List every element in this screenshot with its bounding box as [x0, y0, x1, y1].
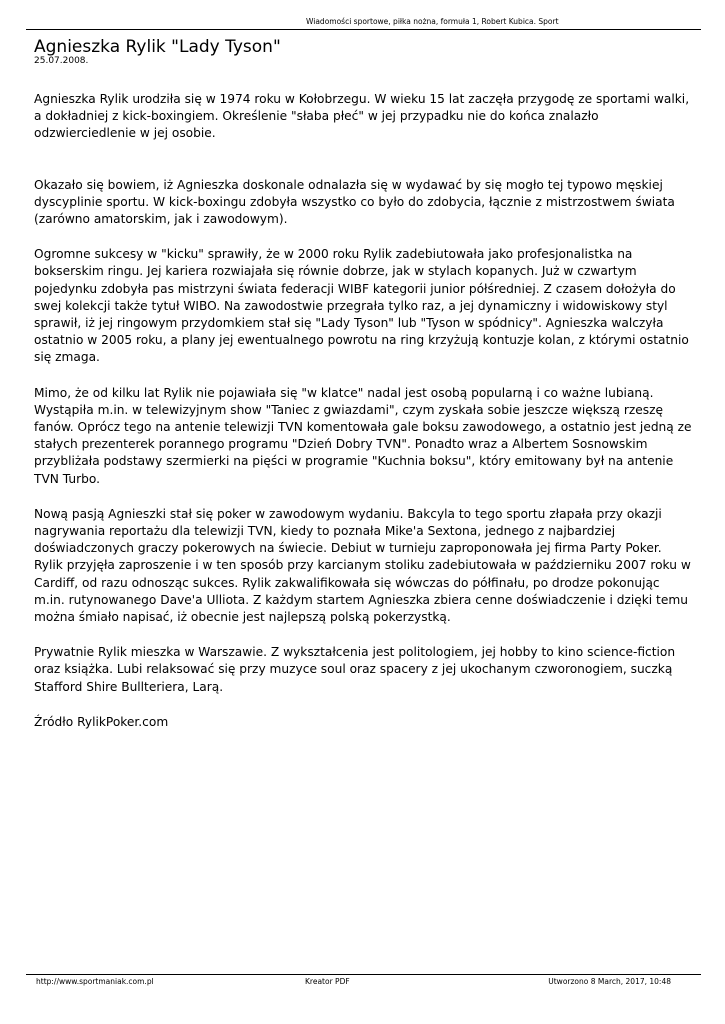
article-paragraph: Okazało się bowiem, iż Agnieszka doskonale odnalazła się w wydawać by się mogło tej typowo męskiej dyscyplinie sportu. W kick-boxingu zdobyła wszystko co było do zdobycia, łącznie z mistrzostwem świata (zarówno amatorskim, jak i zawodowym). — [34, 177, 675, 227]
article-date: 25.07.2008. — [34, 56, 89, 66]
footer-generator: Kreator PDF — [305, 977, 350, 986]
header-divider — [26, 29, 701, 30]
article-title: Agnieszka Rylik "Lady Tyson" — [34, 37, 281, 57]
article-paragraph: Ogromne sukcesy w "kicku" sprawiły, że w 2000 roku Rylik zadebiutowała jako profesjonalistka na bokserskim ringu. Jej kariera rozwiajała się równie dobrze, jak w stylach kopanych. Już w czwartym pojedynku zdobyła pas mistrzyni świata federacji WIBF kategorii junior półśredniej. Z czasem dołożyła do swej kolekcji także tytuł WIBO. Na zawodostwie przegrała tylko raz, a jej dynamiczny i widowiskowy styl sprawił, iż jej ringowym przydomkiem stał się "Lady Tyson" lub "Tyson w spódnicy". Agnieszka walczyła ostatnio w 2005 roku, a plany jej ewentualnego powrotu na ring krzyżują kontuzje kolan, z którymi ostatnio się zmaga. — [34, 247, 689, 365]
article-paragraph: Mimo, że od kilku lat Rylik nie pojawiała się "w klatce" nadal jest osobą popularną i co ważne lubianą. Wystąpiła m.in. w telewizyjnym show "Taniec z gwiazdami", czym zyskała sobie jeszcze większą rzeszę fanów. Oprócz tego na antenie telewizji TVN komentowała gale boksu zawodowego, a ostatnio jest jedną ze stałych prezenterek porannego programu "Dzień Dobry TVN". Ponadto wraz a Albertem Sosnowskim przybliżała podstawy szermierki na pięści w programie "Kuchnia boksu", który emitowany był na antenie TVN Turbo. — [34, 385, 692, 486]
article-body — [34, 91, 694, 749]
footer-created-date: Utworzono 8 March, 2017, 10:48 — [548, 977, 671, 986]
footer-divider — [26, 974, 701, 975]
article-source: Źródło RylikPoker.com — [34, 714, 169, 729]
article-paragraph: Agnieszka Rylik urodziła się w 1974 roku w Kołobrzegu. W wieku 15 lat zaczęła przygodę ze sportami walki, a dokładniej z kick-boxingiem. Określenie "słaba płeć" w jej przypadku nie do końca znalazło odzwierciedlenie w jej osobie. — [34, 92, 690, 141]
article-paragraph: Prywatnie Rylik mieszka w Warszawie. Z wykształcenia jest politologiem, jej hobby to kino science-fiction oraz książka. Lubi relaksować się przy muzyce soul oraz spacery z jej ukochanym czworonogiem, suczką Stafford Shire Bullteriera, Larą. — [34, 645, 676, 694]
article-paragraph: Nową pasją Agnieszki stał się poker w zawodowym wydaniu. Bakcyla to tego sportu złapała przy okazji nagrywania reportażu dla telewizji TVN, kiedy to poznała Mike'a Sextona, jednego z najbardziej doświadczonych graczy pokerowych na świecie. Debiut w turnieju zaproponowała jej firma Party Poker. Rylik przyjęła zaproszenie i w ten sposób przy karcianym stoliku zadebiutowała w październiku 2007 roku w Cardiff, od razu odnosząc sukces. Rylik zakwalifikowała się wówczas do półfinału, po drodze pokonując m.in. rutynowanego Dave'a Ulliota. Z każdym startem Agnieszka zbiera cenne doświadczenie i dzięki temu można śmiało napisać, iż obecnie jest najlepszą polską pokerzystką. — [34, 506, 691, 625]
footer-url: http://www.sportmaniak.com.pl — [36, 977, 154, 986]
header-site-tags: Wiadomości sportowe, piłka nożna, formuła 1, Robert Kubica. Sport — [306, 17, 559, 26]
